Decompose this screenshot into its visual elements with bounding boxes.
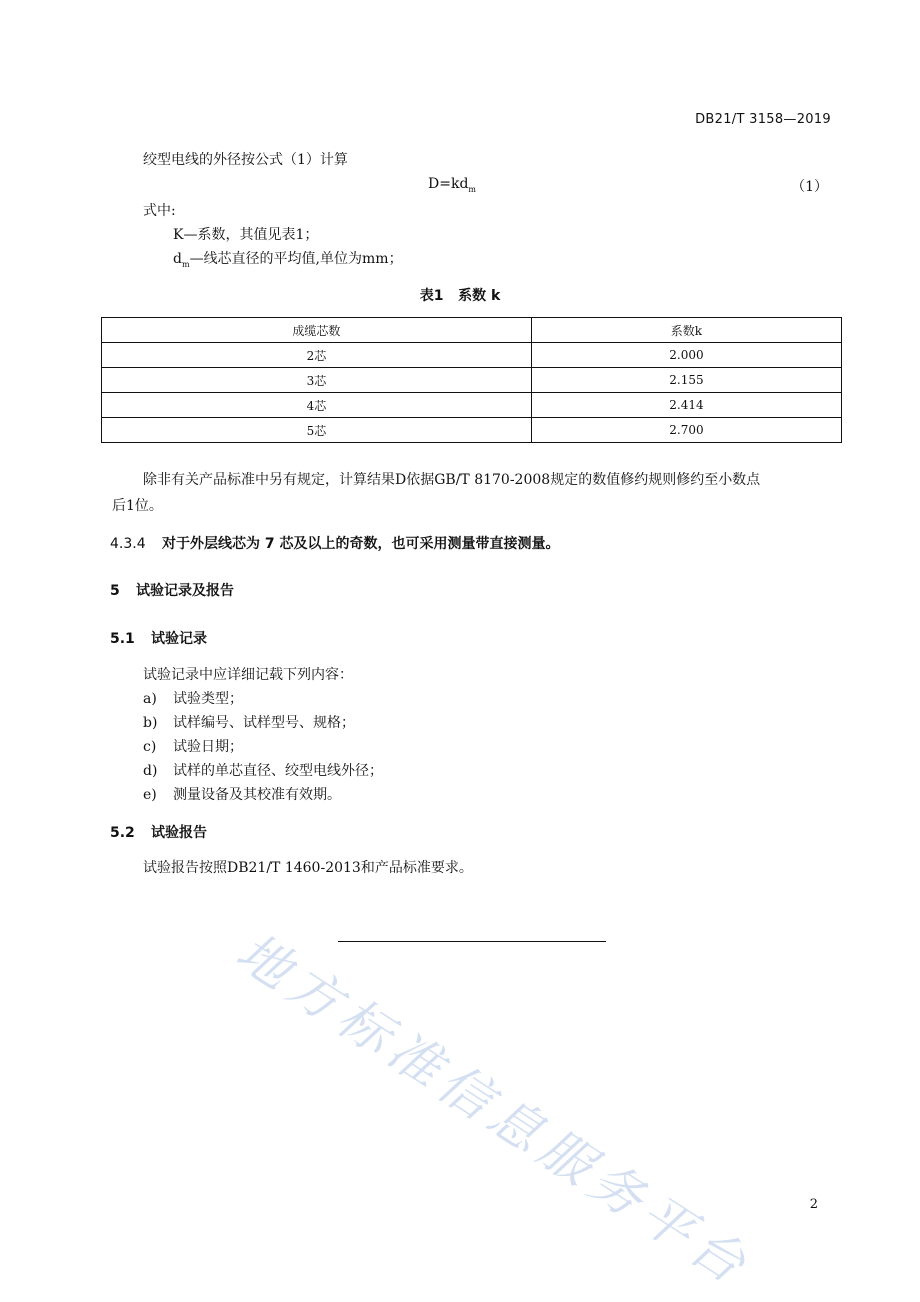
list-text: 测量设备及其校准有效期。 bbox=[173, 787, 341, 803]
table-row bbox=[102, 343, 842, 368]
list-text: 试样的单芯直径、绞型电线外径； bbox=[173, 763, 383, 779]
section-number: 5 bbox=[110, 583, 120, 599]
definition-dm bbox=[173, 249, 403, 275]
coefficient-table bbox=[101, 317, 842, 443]
watermark: 地方标准信息服务平台 bbox=[225, 921, 762, 1300]
list-item bbox=[143, 713, 355, 733]
table-cell-cores: 4芯 bbox=[102, 393, 532, 418]
definition-subscript: m bbox=[181, 259, 190, 269]
formula bbox=[428, 176, 476, 194]
report-text: 试验报告按照DB21/T 1460-2013和产品标准要求。 bbox=[143, 860, 473, 876]
table-header-row bbox=[102, 318, 842, 343]
list-text: 试样编号、试样型号、规格； bbox=[173, 715, 355, 731]
list-marker: a) bbox=[143, 691, 157, 707]
list-marker: d) bbox=[143, 763, 158, 779]
table-cell-cores: 3芯 bbox=[102, 368, 532, 393]
list-item bbox=[143, 785, 341, 805]
where-label: 式中: bbox=[143, 203, 176, 219]
table-row bbox=[102, 393, 842, 418]
definition-symbol: K bbox=[173, 227, 184, 243]
list-text: 试验类型； bbox=[173, 691, 243, 707]
record-intro: 试验记录中应详细记载下列内容： bbox=[143, 667, 353, 683]
section-51-heading bbox=[110, 628, 207, 648]
section-52-heading bbox=[110, 822, 207, 842]
list-marker: c) bbox=[143, 739, 157, 755]
list-item bbox=[143, 689, 243, 709]
rounding-note-line1: 除非有关产品标准中另有规定，计算结果D依据GB/T 8170-2008规定的数值修约规则修约至小数点 bbox=[143, 472, 761, 488]
table-row bbox=[102, 418, 842, 443]
section-title: 试验记录及报告 bbox=[136, 583, 234, 599]
formula-subscript: m bbox=[468, 184, 476, 194]
rounding-note-line2: 后1位。 bbox=[112, 498, 163, 514]
section-title: 试验记录 bbox=[151, 631, 207, 647]
table-cell-coefficient: 2.414 bbox=[531, 393, 841, 418]
table-cell-coefficient: 2.155 bbox=[531, 368, 841, 393]
definition-text: —系数，其值见表1； bbox=[183, 227, 319, 243]
list-text: 试验日期； bbox=[173, 739, 243, 755]
definition-k bbox=[173, 225, 318, 245]
clause-number: 4.3.4 bbox=[110, 536, 146, 552]
table-cell-cores: 5芯 bbox=[102, 418, 532, 443]
formula-main: D=kd bbox=[428, 176, 469, 192]
section-title: 试验报告 bbox=[151, 825, 207, 841]
equation-number: （1） bbox=[791, 179, 828, 195]
definition-symbol: d bbox=[173, 251, 182, 267]
page-number: 2 bbox=[809, 1197, 818, 1212]
table-cell-cores: 2芯 bbox=[102, 343, 532, 368]
table-header-coefficient: 系数k bbox=[531, 318, 841, 343]
section-5-heading bbox=[110, 580, 234, 600]
list-marker: b) bbox=[143, 715, 158, 731]
table-cell-coefficient: 2.000 bbox=[531, 343, 841, 368]
definition-text: —线芯直径的平均值,单位为mm； bbox=[189, 251, 403, 267]
section-number: 5.2 bbox=[110, 825, 135, 841]
end-rule bbox=[338, 941, 606, 942]
formula-intro: 绞型电线的外径按公式（1）计算 bbox=[143, 152, 348, 168]
clause-text: 对于外层线芯为 7 芯及以上的奇数，也可采用测量带直接测量。 bbox=[162, 536, 560, 552]
list-marker: e) bbox=[143, 787, 157, 803]
standard-code: DB21/T 3158—2019 bbox=[695, 112, 831, 127]
list-item bbox=[143, 761, 383, 781]
table-row bbox=[102, 368, 842, 393]
table-header-cores: 成缆芯数 bbox=[102, 318, 532, 343]
table-cell-coefficient: 2.700 bbox=[531, 418, 841, 443]
list-item bbox=[143, 737, 243, 757]
section-number: 5.1 bbox=[110, 631, 135, 647]
table-caption: 表1 系数 k bbox=[419, 288, 501, 304]
clause-434 bbox=[110, 533, 560, 553]
